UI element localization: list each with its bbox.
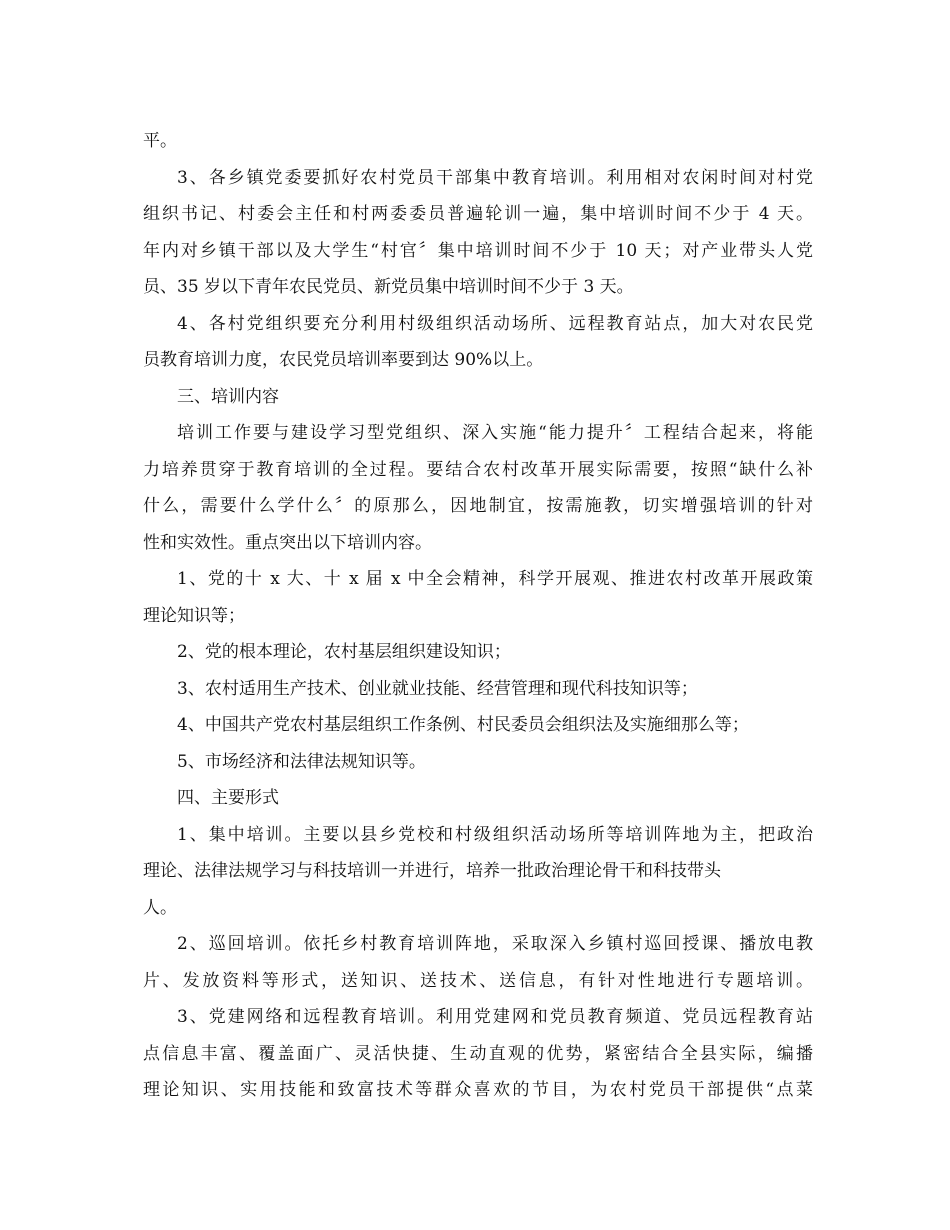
section-heading: 四、主要形式 (177, 788, 279, 808)
text-line: 1、集中培训。主要以县乡党校和村级组织活动场所等培训阵地为主，把政治 (177, 824, 813, 845)
text-line: 平。 (143, 131, 177, 151)
text-line: 点信息丰富、覆盖面广、灵活快捷、生动直观的优势，紧密结合全县实际，编播 (143, 1043, 813, 1064)
section-heading: 三、培训内容 (177, 386, 279, 407)
text-line: 3、农村适用生产技术、创业就业技能、经营管理和现代科技知识等； (177, 678, 698, 699)
text-line: 员教育培训力度，农民党员培训率要到达 90%以上。 (143, 350, 544, 370)
text-line: 4、各村党组织要充分利用村级组织活动场所、远程教育站点，加大对农民党 (177, 313, 813, 334)
text-line: 2、党的根本理论，农村基层组织建设知识； (177, 642, 511, 662)
text-line: 理论知识等； (143, 605, 245, 626)
text-line: 什么，需要什么学什么〞的原那么，因地制宜，按需施教，切实增强培训的针对 (143, 496, 813, 516)
text-line: 性和实效性。重点突出以下培训内容。 (143, 532, 432, 553)
text-line: 片、发放资料等形式，送知识、送技术、送信息，有针对性地进行专题培训。 (143, 970, 813, 991)
text-line: 理论知识、实用技能和致富技术等群众喜欢的节目，为农村党员干部提供“点菜 (143, 1080, 813, 1100)
text-line: 4、中国共产党农村基层组织工作条例、村民委员会组织法及实施细那么等； (177, 715, 749, 735)
text-line: 员、35 岁以下青年农民党员、新党员集中培训时间不少于 3 天。 (143, 277, 634, 297)
text-line: 3、各乡镇党委要抓好农村党员干部集中教育培训。利用相对农闲时间对村党 (177, 167, 813, 188)
text-line: 培训工作要与建设学习型党组织、深入实施“能力提升〞工程结合起来，将能 (177, 423, 813, 443)
text-line: 人。 (143, 897, 177, 918)
text-line: 5、市场经济和法律法规知识等。 (177, 751, 426, 772)
text-line: 理论、法律法规学习与科技培训一并进行，培养一批政治理论骨干和科技带头 (143, 861, 721, 881)
text-line: 年内对乡镇干部以及大学生“村官〞集中培训时间不少于 10 天；对产业带头人党 (143, 240, 813, 261)
document-body (143, 123, 813, 1109)
text-line: 2、巡回培训。依托乡村教育培训阵地，采取深入乡镇村巡回授课、播放电教 (177, 934, 813, 954)
text-line: 力培养贯穿于教育培训的全过程。要结合农村改革开展实际需要，按照“缺什么补 (143, 459, 813, 480)
text-line: 1、党的十 x 大、十 x 届 x 中全会精神，科学开展观、推进农村改革开展政策 (177, 569, 813, 589)
text-line: 组织书记、村委会主任和村两委委员普遍轮训一遍，集中培训时间不少于 4 天。 (143, 204, 813, 224)
text-line: 3、党建网络和远程教育培训。利用党建网和党员教育频道、党员远程教育站 (177, 1007, 813, 1027)
